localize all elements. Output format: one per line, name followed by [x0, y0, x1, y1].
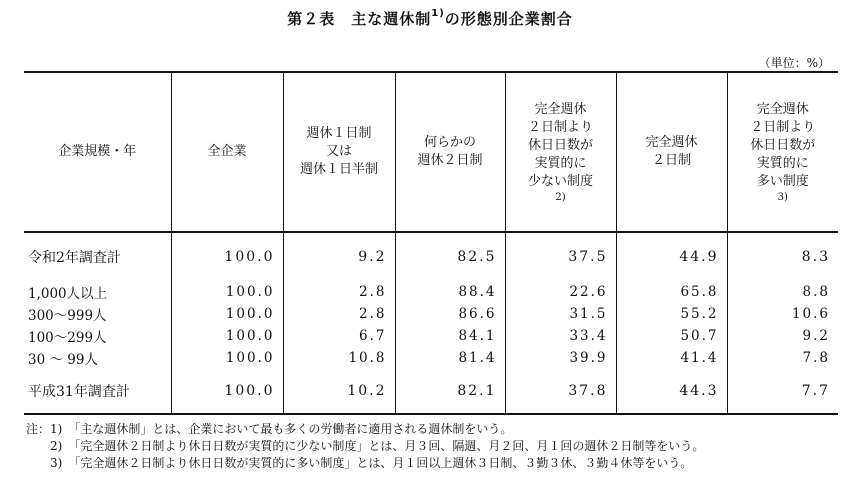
cell-value: 65.8	[616, 281, 727, 303]
footnote-ref: 2)	[555, 191, 566, 203]
cell-value: 100.0	[171, 325, 283, 347]
title-suffix: の形態別企業割合	[444, 10, 573, 28]
header-fewer-holidays	[505, 72, 616, 232]
header-line: 多い制度	[756, 173, 809, 189]
header-line: 完全週休	[534, 101, 587, 117]
table-row	[24, 281, 838, 303]
header-line: ２日制	[651, 153, 691, 168]
cell-value: 8.3	[727, 232, 838, 281]
row-label: 1,000人以上	[28, 286, 108, 302]
cell-value: 100.0	[171, 347, 283, 369]
header-line: 完全週休	[756, 101, 809, 117]
row-label: 令和2年調査計	[28, 250, 121, 266]
header-line: 完全週休	[645, 135, 698, 150]
header-line: 少ない制度	[527, 173, 593, 189]
header-line: 何らかの	[423, 135, 476, 150]
footnote-1: 注：1) 「主な週休制」とは、企業において最も多くの労働者に適用される週休制をいう。	[26, 422, 513, 436]
title-footnote-ref: 1)	[431, 8, 445, 19]
row-label: 300～999人	[28, 308, 107, 324]
cell-value: 84.1	[395, 325, 505, 347]
cell-value: 100.0	[171, 369, 283, 414]
unit-label: （単位：%）	[758, 56, 830, 70]
header-some-2-day	[395, 72, 505, 232]
cell-value: 100.0	[171, 232, 283, 281]
page-title	[0, 8, 860, 29]
cell-value: 31.5	[505, 303, 616, 325]
header-line: 実質的に	[756, 155, 809, 171]
cell-value: 9.2	[283, 232, 395, 281]
cell-value: 44.9	[616, 232, 727, 281]
header-line: 休日日数が	[527, 137, 593, 153]
header-line: 週休１日制	[306, 126, 372, 141]
cell-value: 39.9	[505, 347, 616, 369]
cell-value: 10.8	[283, 347, 395, 369]
cell-value: 10.6	[727, 303, 838, 325]
cell-value: 10.2	[283, 369, 395, 414]
row-label: 30 ～ 99人	[28, 352, 98, 368]
row-label: 100～299人	[28, 330, 107, 346]
cell-value: 86.6	[395, 303, 505, 325]
footnotes	[26, 421, 704, 472]
header-row	[24, 72, 838, 232]
table-row	[24, 325, 838, 347]
header-line: ２日制より	[527, 119, 593, 135]
cell-value: 100.0	[171, 303, 283, 325]
cell-value: 22.6	[505, 281, 616, 303]
cell-value: 82.1	[395, 369, 505, 414]
cell-value: 9.2	[727, 325, 838, 347]
cell-value: 81.4	[395, 347, 505, 369]
table-row	[24, 347, 838, 369]
header-line: 又は	[325, 144, 352, 159]
cell-value: 8.8	[727, 281, 838, 303]
table-row	[24, 369, 838, 414]
header-all-companies: 全企業	[171, 72, 283, 232]
cell-value: 100.0	[171, 281, 283, 303]
cell-value: 55.2	[616, 303, 727, 325]
header-line: 週休１日半制	[299, 162, 378, 177]
title-main: 第２表 主な週休制	[287, 10, 432, 28]
header-company-size: 企業規模・年	[58, 144, 137, 159]
cell-value: 7.7	[727, 369, 838, 414]
header-line: ２日制より	[750, 119, 816, 135]
table-row	[24, 303, 838, 325]
cell-value: 2.8	[283, 281, 395, 303]
header-full-2-day	[616, 72, 727, 232]
cell-value: 41.4	[616, 347, 727, 369]
header-line: 実質的に	[534, 155, 587, 171]
cell-value: 2.8	[283, 303, 395, 325]
footnote-2: 2) 「完全週休２日制より休日日数が実質的に少ない制度」とは、月３回、隔週、月２回、月１回の週休２日制等をいう。	[26, 439, 705, 453]
cell-value: 88.4	[395, 281, 505, 303]
header-line: 休日日数が	[750, 137, 816, 153]
footnote-ref: 3)	[777, 191, 788, 203]
cell-value: 33.4	[505, 325, 616, 347]
cell-value: 6.7	[283, 325, 395, 347]
cell-value: 7.8	[727, 347, 838, 369]
cell-value: 37.8	[505, 369, 616, 414]
data-table	[24, 71, 838, 415]
cell-value: 82.5	[395, 232, 505, 281]
footnote-3: 3) 「完全週休２日制より休日日数が実質的に多い制度」とは、月１回以上週休３日制、３勤３休、３勤４休等をいう。	[26, 456, 693, 470]
cell-value: 44.3	[616, 369, 727, 414]
header-weekly-1-day	[283, 72, 395, 232]
header-more-holidays	[727, 72, 838, 232]
cell-value: 37.5	[505, 232, 616, 281]
row-label: 平成31年調査計	[28, 384, 130, 400]
table-row	[24, 232, 838, 281]
cell-value: 50.7	[616, 325, 727, 347]
header-line: 週休２日制	[417, 153, 483, 168]
